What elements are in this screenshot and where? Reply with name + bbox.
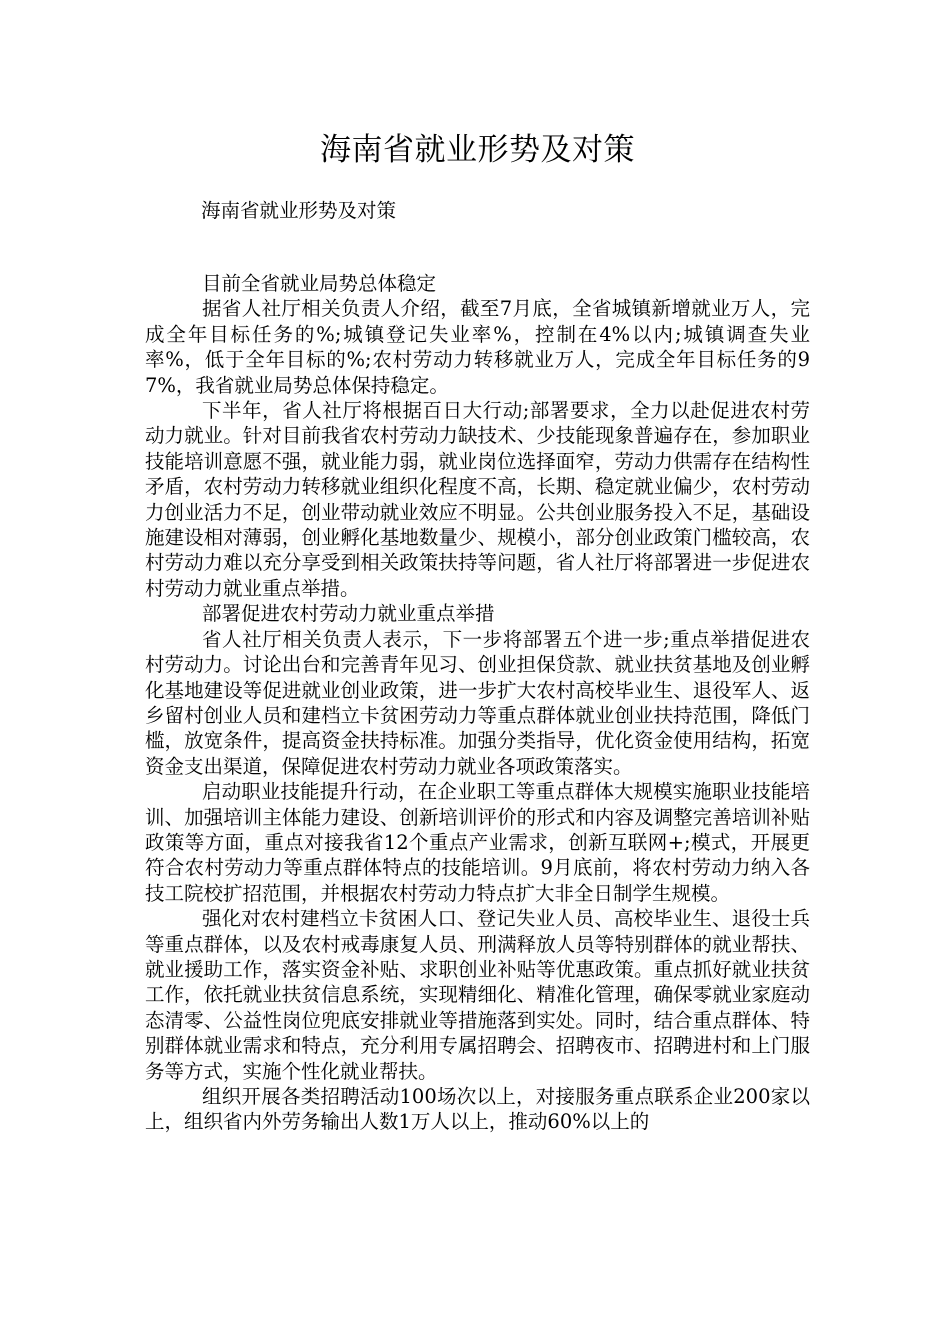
paragraph: 组织开展各类招聘活动100场次以上，对接服务重点联系企业200家以上，组织省内外劳务输出人数1万人以上，推动60%以上的 <box>145 1085 810 1134</box>
section-heading: 部署促进农村劳动力就业重点举措 <box>202 602 495 626</box>
section-heading: 目前全省就业局势总体稳定 <box>202 272 437 295</box>
paragraph: 下半年，省人社厅将根据百日大行动;部署要求，全力以赴促进农村劳动力就业。针对目前我省农村劳动力缺技术、少技能现象普遍存在，参加职业技能培训意愿不强，就业能力弱，就业岗位选择面窄，劳动力供需存在结构性矛盾，农村劳动力转移就业组织化程度不高，长期、稳定就业偏少，农村劳动力创业活力不足，创业带动就业效应不明显。公共创业服务投入不足，基础设施建设相对薄弱，创业孵化基地数量少、规模小，部分创业政策门槛较高，农村劳动力难以充分享受到相关政策扶持等问题，省人社厅将部署进一步促进农村劳动力就业重点举措。 <box>145 399 810 600</box>
document-subtitle: 海南省就业形势及对策 <box>201 199 397 222</box>
document-body <box>145 271 810 1135</box>
document-title: 海南省就业形势及对策 <box>320 132 635 168</box>
paragraph: 据省人社厅相关负责人介绍，截至7月底，全省城镇新增就业万人，完成全年目标任务的%;城镇登记失业率%，控制在4%以内;城镇调查失业率%，低于全年目标的%;农村劳动力转移就业万人，完成全年目标任务的97%，我省就业局势总体保持稳定。 <box>145 297 810 397</box>
paragraph: 启动职业技能提升行动，在企业职工等重点群体大规模实施职业技能培训、加强培训主体能力建设、创新培训评价的形式和内容及调整完善培训补贴政策等方面，重点对接我省12个重点产业需求，创新互联网+;模式，开展更符合农村劳动力等重点群体特点的技能培训。9月底前，将农村劳动力纳入各技工院校扩招范围，并根据农村劳动力特点扩大非全日制学生规模。 <box>145 780 810 905</box>
paragraph: 强化对农村建档立卡贫困人口、登记失业人员、高校毕业生、退役士兵等重点群体，以及农村戒毒康复人员、刑满释放人员等特别群体的就业帮扶、就业援助工作，落实资金补贴、求职创业补贴等优惠政策。重点抓好就业扶贫工作，依托就业扶贫信息系统，实现精细化、精准化管理，确保零就业家庭动态清零、公益性岗位兜底安排就业等措施落到实处。同时，结合重点群体、特别群体就业需求和特点，充分利用专属招聘会、招聘夜市、招聘进村和上门服务等方式，实施个性化就业帮扶。 <box>145 907 810 1083</box>
paragraph: 省人社厅相关负责人表示，下一步将部署五个进一步;重点举措促进农村劳动力。讨论出台和完善青年见习、创业担保贷款、就业扶贫基地及创业孵化基地建设等促进就业创业政策，进一步扩大农村高校毕业生、退役军人、返乡留村创业人员和建档立卡贫困劳动力等重点群体就业创业扶持范围，降低门槛，放宽条件，提高资金扶持标准。加强分类指导，优化资金使用结构，拓宽资金支出渠道，保障促进农村劳动力就业各项政策落实。 <box>145 627 810 778</box>
